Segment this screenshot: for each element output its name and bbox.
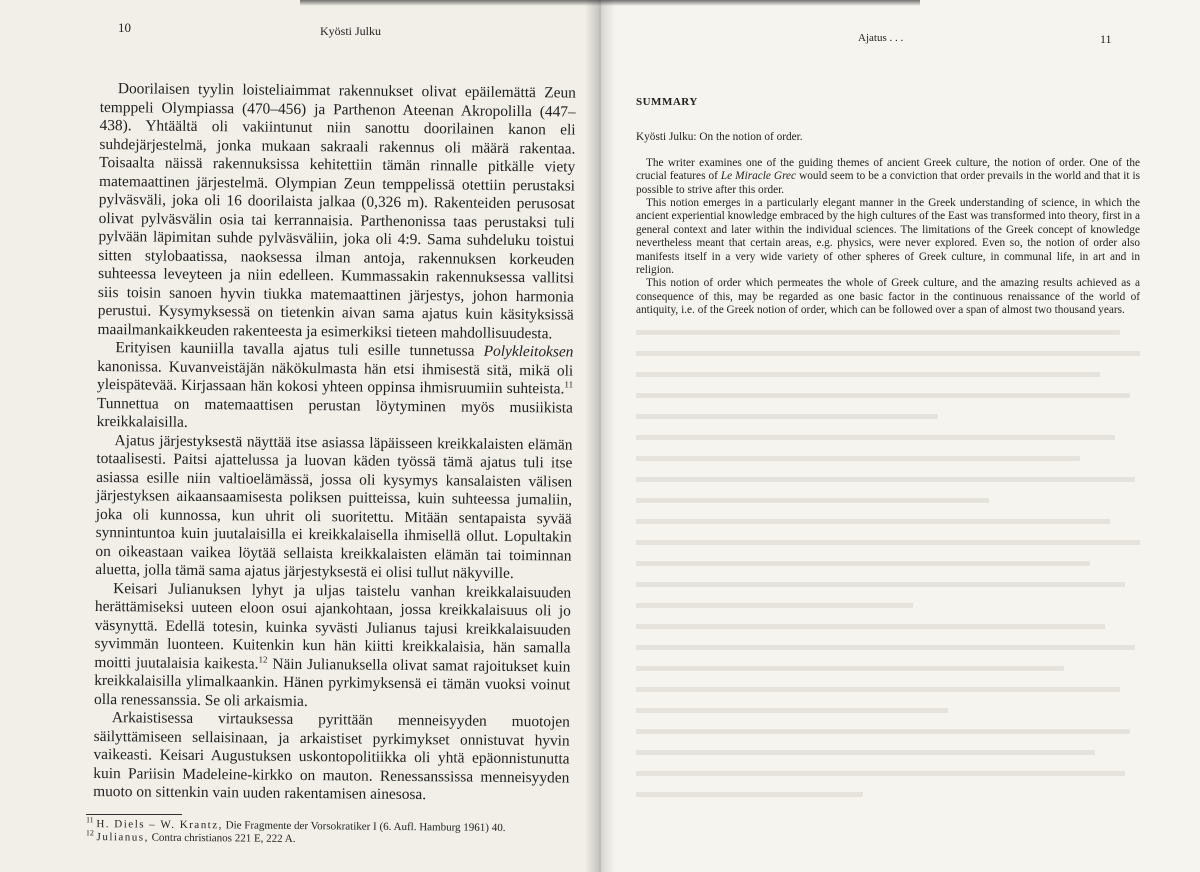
- paragraph-order-in-life: Ajatus järjestyksestä näyttää itse asiassa läpäisseen kreikkalaisten elämän totaalisesti. Paitsi ajattelussa ja luovan käden työssä tämä ajatus tuli itse asiassa esille niin valtioelämässä, jossa oli kysymys kansalaisten välisen järjestyksen aikaansaamisesta poliksen puitteissa, kuin suhteessa jumaliin, joka oli kunnossa, kun uhrit oli suoritettu. Mitään sentapaista syvää synnintuntoa kuin juutalaisilla ei kreikkalaisella ihmisellä ollut. Lopultakin on oikeastaan vaikea löytää sellaista kreikkalaisten elämän tai toiminnan aluetta, jolla tämä sama ajatus järjestyksestä ei olisi tullut näkyville.: [95, 431, 573, 582]
- footnote-divider: [86, 814, 182, 815]
- polykleitos-text-before: Erityisen kauniilla tavalla ajatus tuli esille tunnetussa: [115, 339, 475, 360]
- right-page-number: 11: [1100, 32, 1112, 46]
- paragraph-doric-temples: Doorilaisen tyylin loisteliaimmat rakennukset olivat epäilemättä Zeun temppeli Olympiassa (470–456) ja Parthenon Ateenan Akropolilla (447–438). Yhtäältä oli vakiintunut niin sanottu doorilainen kanon eli suhdejärjestelmä, jonka mukaan sakraali rakennus oli määrä rakentaa. Toisaalta näissä rakennuksissa kehitettiin tämän rinnalle pitkälle viety matemaattinen järjestelmä. Olympian Zeun temppelissä otettiin perustaksi pylväsväli, joka oli 16 doorilaista jalkaa (0,326 m). Rakenteiden perusosat olivat pylväsvälin osia tai kerrannaisia. Parthenonissa taas perustaksi tuli pylvään läpimitan suhde pylväsväliin, joka oli 4:9. Sama suhdeluku toistui sitten stylobaatissa, naoksessa ilman antoja, rakennuksen korkeuden suhteessa leveyteen ja niin edelleen. Kummassakin rakennuksessa vallitsi siis toisin sanoen hyvin tiukka matemaattinen järjestys, johon harmonia perustui. Kysymyksessä on tietenkin aivan sama ajatus kuin käsityksissä maailmankaikkeuden rakenteesta ja esimerkiksi tieteen mahdollisuudesta.: [97, 80, 576, 342]
- summary-intro: [636, 157, 1140, 197]
- scan-shadow: [300, 0, 920, 6]
- summary-paragraph-science: This notion emerges in a particularly elegant manner in the Greek understanding of science, in which the ancient experiential knowledge embraced by the high cultures of the East was transformed into theory, first in a general context and later within the individual sciences. The limitations of the Greek concept of knowledge nevertheless meant that certain areas, e.g. physics, were never explored. Even so, the notion of order also manifests itself in a very wide variety of other spheres of Greek culture, in communal life, in art and in religion.: [636, 197, 1140, 277]
- summary-heading: SUMMARY: [636, 96, 698, 108]
- summary-intro-before: The writer examines one of the guiding themes of ancient Greek culture, the notion of order. One of the crucial features of: [636, 156, 1140, 183]
- julianus-text-after: Näin Julianuksella olivat samat rajoitukset kuin kreikkalaisilla ylimalkaankin. Hänen pyrkimyksensä ei tämän vuoksi voinut olla renessanssia. Se oli arkaismia.: [93, 655, 571, 710]
- left-page-number: 10: [118, 20, 131, 35]
- left-page-body: [93, 80, 576, 806]
- left-running-head: Kyösti Julku: [320, 24, 382, 38]
- polykleitos-text-end: Tunnettua on matemaattisen perustan löytyminen myös musiikista kreikkalaisilla.: [96, 394, 573, 431]
- footnote-number: 11: [85, 815, 94, 825]
- footnote-text: Contra christianos 221 E, 222 A.: [151, 831, 296, 846]
- polykleitos-text-after: kanonissa. Kuvanveistäjän näkökulmasta hän etsi ihmisestä sitä, mikä oli yleispätevää. Kirjassaan hän kokosi yhteen oppinsa ihmisruumiin suhteista.: [96, 357, 574, 398]
- summary-paragraph-renaissance: This notion of order which permeates the whole of Greek culture, and the amazing results achieved as a consequence of this, may be regarded as one basic factor in the continuous renaissance of the world of antiquity, i.e. of the Greek notion of order, which can be followed over a span of almost two thousand years.: [636, 277, 1140, 317]
- footnote-ref-12[interactable]: 12: [258, 653, 268, 665]
- right-page: [600, 0, 1200, 872]
- right-running-head: Ajatus . . .: [858, 32, 904, 44]
- footnotes: [85, 815, 556, 849]
- footnote-ref-11[interactable]: 11: [564, 379, 574, 390]
- footnote-number: 12: [85, 828, 94, 838]
- polykleitos-emphasis: Polykleitoksen: [483, 342, 574, 361]
- footnote-author: H. Diels – W. Krantz,: [96, 818, 223, 832]
- summary-author-line: Kyösti Julku: On the notion of order.: [636, 131, 803, 144]
- summary-intro-emphasis: Le Miracle Grec: [720, 170, 797, 183]
- right-page-body: [636, 96, 1140, 318]
- summary-intro-after: would seem to be a conviction that order prevails in the world and that it is possible to strive after this order.: [636, 170, 1141, 196]
- paragraph-julianus: [94, 579, 571, 713]
- paragraph-archaism: Arkaistisessa virtauksessa pyrittään menneisyyden muotojen säilyttämiseen sellaisinaan, ja arkaistiset pyrkimykset onnistuvat hyvin vaikeasti. Keisari Augustuksen uskontopolitiikka oli yhtä epäonnistunutta kuin Pariisin Madeleine-kirkko on mauton. Renessanssissa menneisyyden muoto on sittenkin vain uuden rakentamisen ainesosa.: [93, 709, 570, 804]
- show-through-text: [636, 330, 1140, 813]
- footnote-text: Die Fragmente der Vorsokratiker I (6. Aufl. Hamburg 1961) 40.: [225, 819, 506, 835]
- footnote-author: Julianus,: [96, 831, 149, 844]
- paragraph-polykleitos: [97, 339, 574, 436]
- julianus-text-before: Keisari Julianuksen lyhyt ja uljas taistelu vanhan kreikkalaisuuden herättämiseksi uuteen eloon osui ajankohtaan, jossa kreikkalaisuus oli jo väsynyttä. Edellä totesin, kuinka syvästi Julianus tajusi kreikkalaisuuden syvimmän luonteen. Kuitenkin kun hän kiitti kreikkalaisia, hän samalla moitti juutalaisia kaikesta.: [94, 579, 572, 673]
